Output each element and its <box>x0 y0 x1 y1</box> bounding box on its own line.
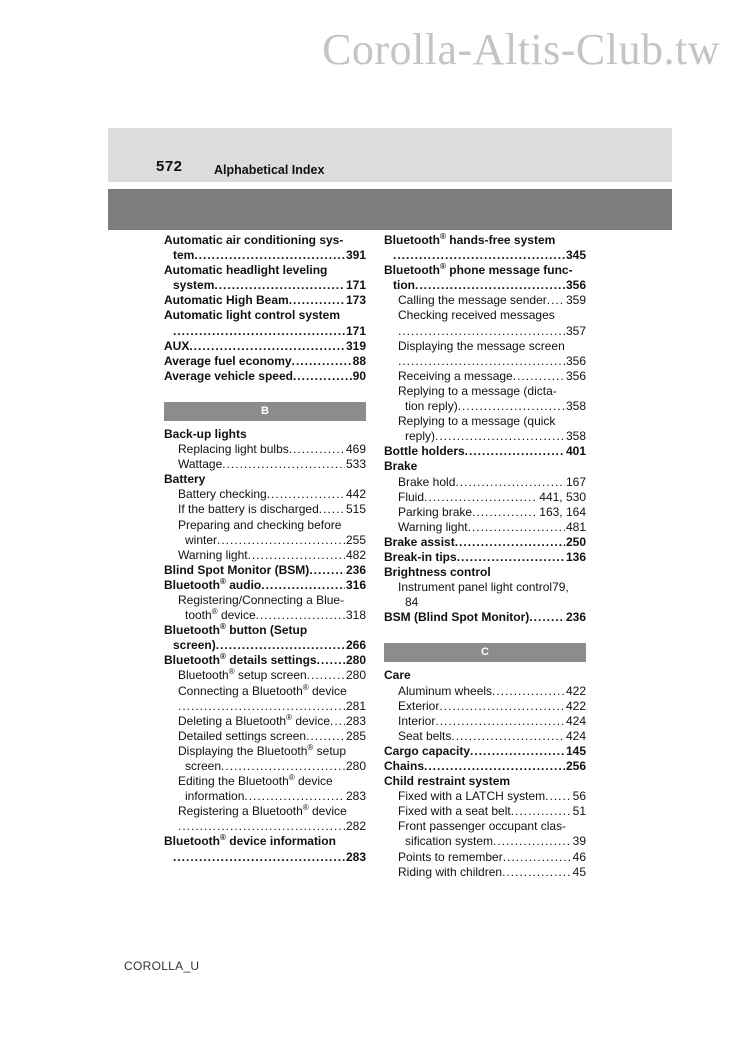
index-entry <box>164 263 366 278</box>
leader-dots <box>470 744 565 759</box>
index-entry <box>384 535 586 550</box>
index-subentry <box>384 354 586 369</box>
index-subentry <box>384 789 586 804</box>
entry-label: Bluetooth® hands-free system <box>384 233 556 247</box>
leader-dots <box>492 684 565 699</box>
index-subentry <box>164 744 366 759</box>
leader-dots <box>217 533 345 548</box>
index-entry <box>164 369 366 384</box>
section-letter-b: B <box>164 402 366 421</box>
index-subentry <box>384 324 586 339</box>
index-subentry <box>164 457 366 472</box>
leader-dots <box>309 563 345 578</box>
entry-page-number: 281 <box>345 698 366 713</box>
index-subentry <box>384 580 586 595</box>
leader-dots <box>292 354 352 369</box>
index-subentry <box>164 324 366 339</box>
entry-label: Care <box>384 668 411 683</box>
index-entry <box>384 668 586 683</box>
entry-page-number: 401 <box>565 444 586 459</box>
index-subentry <box>384 684 586 699</box>
leader-dots <box>502 865 572 880</box>
entry-label: Riding with children <box>398 864 503 879</box>
entry-label: Average fuel economy <box>164 353 292 368</box>
entry-label: Back-up lights <box>164 426 247 441</box>
entry-page-number: 356 <box>565 278 586 293</box>
leader-dots <box>317 653 345 668</box>
leader-dots <box>424 490 538 505</box>
index-subentry <box>164 804 366 819</box>
index-subentry <box>164 548 366 563</box>
index-subentry <box>384 399 586 414</box>
leader-dots <box>393 248 565 263</box>
entry-label: screen <box>185 759 222 773</box>
entry-page-number: 283 <box>345 789 366 804</box>
entry-label: Wattage <box>178 457 223 472</box>
leader-dots <box>529 610 565 625</box>
entry-label: Average vehicle speed <box>164 368 293 383</box>
section-spacer <box>384 625 586 643</box>
index-entry <box>384 459 586 474</box>
entry-label: winter <box>185 532 218 547</box>
index-entry <box>384 233 586 248</box>
entry-page-number: 266 <box>345 638 366 653</box>
index-entry <box>164 293 366 308</box>
entry-label: Brake assist <box>384 534 455 549</box>
entry-page-number: 356 <box>565 368 586 383</box>
index-subentry <box>164 684 366 699</box>
index-entry <box>164 834 366 849</box>
index-subentry <box>384 834 586 849</box>
entry-label: tem <box>173 248 195 263</box>
entry-label: Connecting a Bluetooth® device <box>178 683 347 698</box>
entry-label: Bluetooth® button (Setup <box>164 623 308 638</box>
entry-label: Replying to a message (quick <box>398 414 556 429</box>
entry-label: Brake <box>384 459 418 474</box>
entry-page-number: 441, 530 <box>539 489 586 504</box>
entry-page-number: 173 <box>345 293 366 308</box>
index-subentry <box>164 487 366 502</box>
leader-dots <box>455 535 565 550</box>
entry-label: screen) <box>173 638 216 653</box>
entry-page-number: 283 <box>345 713 366 728</box>
index-entry <box>164 578 366 593</box>
index-entry <box>164 563 366 578</box>
index-subentry <box>164 608 366 623</box>
leader-dots <box>451 729 565 744</box>
entry-label: Automatic headlight leveling <box>164 263 328 278</box>
entry-label: Bluetooth® device information <box>164 834 336 849</box>
page-number: 572 <box>156 158 183 175</box>
entry-label: Points to remember <box>398 849 503 864</box>
index-entry <box>164 653 366 668</box>
index-entry <box>384 550 586 565</box>
leader-dots <box>306 729 345 744</box>
leader-dots <box>307 668 345 683</box>
entry-page-number: 424 <box>565 728 586 743</box>
entry-label: tooth® device <box>185 608 256 623</box>
index-entry <box>164 233 366 248</box>
leader-dots <box>214 278 345 293</box>
entry-page-number: 442 <box>345 487 366 502</box>
entry-label: Registering a Bluetooth® device <box>178 804 347 819</box>
entry-label: Warning light <box>178 547 248 562</box>
entry-label: Blind Spot Monitor (BSM) <box>164 562 310 577</box>
entry-label: reply) <box>405 429 436 444</box>
entry-label: Registering/Connecting a Blue- <box>178 592 345 607</box>
entry-label: Bluetooth® details settings <box>164 653 317 668</box>
index-subentry <box>164 638 366 653</box>
entry-label: Warning light <box>398 519 468 534</box>
entry-page-number: 171 <box>345 323 366 338</box>
entry-page-number: 422 <box>565 698 586 713</box>
entry-label: Exterior <box>398 698 440 713</box>
leader-dots <box>398 354 565 369</box>
entry-label: Fluid <box>398 489 425 504</box>
entry-page-number: 481 <box>565 519 586 534</box>
index-subentry <box>384 520 586 535</box>
leader-dots <box>289 293 345 308</box>
entry-label: Replying to a message (dicta- <box>398 383 557 398</box>
entry-label: Brightness control <box>384 565 491 580</box>
entry-label: Break-in tips <box>384 549 457 564</box>
index-subentry <box>164 248 366 263</box>
leader-dots <box>222 457 345 472</box>
entry-page-number: 424 <box>565 713 586 728</box>
index-subentry <box>384 414 586 429</box>
leader-dots <box>216 638 345 653</box>
entry-label: Battery checking <box>178 487 267 502</box>
entry-page-number: 533 <box>345 457 366 472</box>
entry-label: Interior <box>398 713 436 728</box>
entry-label: Parking brake <box>398 504 473 519</box>
entry-page-number: 280 <box>345 668 366 683</box>
entry-label: Calling the message sender <box>398 293 547 308</box>
entry-label: Displaying the Bluetooth® setup <box>178 743 347 758</box>
index-subentry <box>384 384 586 399</box>
index-entry <box>164 623 366 638</box>
entry-label: Bottle holders <box>384 444 465 459</box>
entry-label: Detailed settings screen <box>178 728 307 743</box>
entry-label: Displaying the message screen <box>398 338 565 353</box>
index-column-left <box>164 233 366 865</box>
leader-dots <box>178 819 345 834</box>
index-subentry <box>384 248 586 263</box>
entry-page-number: 280 <box>345 759 366 773</box>
leader-dots <box>465 444 565 459</box>
entry-label: Bluetooth® setup screen <box>178 668 307 683</box>
entry-label: Front passenger occupant clas- <box>398 819 567 834</box>
index-entry <box>164 354 366 369</box>
leader-dots <box>513 369 565 384</box>
entry-page-number: 256 <box>565 759 586 773</box>
entry-label: Automatic High Beam <box>164 293 289 308</box>
index-subentry <box>164 850 366 865</box>
index-subentry <box>164 442 366 457</box>
leader-dots <box>289 442 345 457</box>
entry-page-number: 56 <box>572 789 586 804</box>
entry-page-number: 39 <box>572 834 586 849</box>
entry-label: 84 <box>405 595 419 610</box>
index-subentry <box>384 339 586 354</box>
index-subentry <box>164 789 366 804</box>
entry-page-number: 345 <box>565 248 586 263</box>
entry-label: Instrument panel light control79, <box>398 580 569 595</box>
entry-page-number: 515 <box>345 502 366 517</box>
leader-dots <box>545 789 571 804</box>
entry-label: sification system <box>405 834 494 849</box>
entry-label: Cargo capacity <box>384 743 471 758</box>
entry-label: information <box>185 789 245 804</box>
leader-dots <box>261 578 345 593</box>
index-subentry <box>164 759 366 774</box>
leader-dots <box>435 714 565 729</box>
page-title: Alphabetical Index <box>214 163 325 177</box>
entry-label: Bluetooth® audio <box>164 577 262 592</box>
leader-dots <box>194 248 345 263</box>
index-entry <box>384 444 586 459</box>
entry-page-number: 236 <box>345 562 366 577</box>
entry-label: tion reply) <box>405 399 458 414</box>
entry-label: system <box>173 278 215 293</box>
leader-dots <box>244 789 345 804</box>
entry-label: Automatic light control system <box>164 308 341 323</box>
index-entry <box>384 744 586 759</box>
index-subentry <box>384 804 586 819</box>
entry-label: Seat belts <box>398 728 452 743</box>
index-column-right <box>384 233 586 880</box>
entry-page-number: 357 <box>565 323 586 338</box>
index-subentry <box>384 699 586 714</box>
index-entry <box>384 759 586 774</box>
entry-page-number: 283 <box>345 849 366 864</box>
entry-page-number: 285 <box>345 728 366 743</box>
leader-dots <box>330 714 345 729</box>
entry-label: Fixed with a LATCH system <box>398 789 546 804</box>
entry-label: Preparing and checking before <box>178 517 342 532</box>
leader-dots <box>424 759 565 774</box>
entry-label: Replacing light bulbs <box>178 442 289 457</box>
leader-dots <box>493 834 572 849</box>
entry-page-number: 250 <box>565 534 586 549</box>
entry-label: Battery <box>164 472 206 487</box>
index-entry <box>164 339 366 354</box>
entry-label: tion <box>393 278 415 293</box>
entry-page-number: 391 <box>345 248 366 263</box>
entry-label: Receiving a message <box>398 368 513 383</box>
index-subentry <box>384 369 586 384</box>
entry-page-number: 45 <box>572 864 586 879</box>
index-subentry <box>164 729 366 744</box>
index-subentry <box>164 533 366 548</box>
entry-page-number: 359 <box>565 293 586 308</box>
leader-dots <box>457 550 565 565</box>
section-letter-c: C <box>384 643 586 662</box>
entry-label: Brake hold <box>398 474 456 489</box>
entry-page-number: 136 <box>565 549 586 564</box>
index-entry <box>384 263 586 278</box>
index-entry <box>384 774 586 789</box>
leader-dots <box>458 399 565 414</box>
index-subentry <box>384 850 586 865</box>
index-subentry <box>384 308 586 323</box>
index-subentry <box>164 278 366 293</box>
leader-dots <box>455 475 565 490</box>
entry-label: BSM (Blind Spot Monitor) <box>384 610 530 625</box>
entry-label: Checking received messages <box>398 308 555 323</box>
index-subentry <box>384 505 586 520</box>
leader-dots <box>547 293 565 308</box>
entry-page-number: 356 <box>565 353 586 368</box>
index-entry <box>164 427 366 442</box>
entry-label: Bluetooth® phone message func- <box>384 263 573 278</box>
leader-dots <box>256 608 345 623</box>
index-subentry <box>384 595 586 610</box>
leader-dots <box>173 324 345 339</box>
entry-page-number: 422 <box>565 683 586 698</box>
index-subentry <box>164 714 366 729</box>
page-header <box>108 128 672 182</box>
index-entry <box>164 472 366 487</box>
index-entry <box>384 610 586 625</box>
index-subentry <box>384 819 586 834</box>
entry-page-number: 469 <box>345 442 366 457</box>
entry-label: Editing the Bluetooth® device <box>178 774 333 789</box>
entry-label: Chains <box>384 759 425 773</box>
entry-page-number: 482 <box>345 547 366 562</box>
entry-page-number: 163, 164 <box>539 504 586 519</box>
entry-page-number: 90 <box>352 368 366 383</box>
index-subentry <box>384 490 586 505</box>
index-subentry <box>384 865 586 880</box>
index-subentry <box>384 429 586 444</box>
leader-dots <box>511 804 572 819</box>
leader-dots <box>248 548 345 563</box>
entry-page-number: 46 <box>572 849 586 864</box>
index-subentry <box>164 699 366 714</box>
leader-dots <box>503 850 572 865</box>
leader-dots <box>319 502 345 517</box>
entry-page-number: 145 <box>565 743 586 758</box>
leader-dots <box>173 850 345 865</box>
watermark: Corolla-Altis-Club.tw <box>322 25 720 74</box>
entry-label: AUX <box>164 338 190 353</box>
index-entry <box>384 565 586 580</box>
leader-dots <box>398 324 565 339</box>
leader-dots <box>415 278 565 293</box>
leader-dots <box>439 699 565 714</box>
index-subentry <box>164 593 366 608</box>
entry-page-number: 88 <box>352 353 366 368</box>
leader-dots <box>267 487 345 502</box>
entry-label: If the battery is discharged <box>178 502 319 517</box>
entry-label: Deleting a Bluetooth® device <box>178 713 331 728</box>
leader-dots <box>221 759 345 774</box>
entry-page-number: 280 <box>345 653 366 668</box>
entry-page-number: 282 <box>345 819 366 834</box>
entry-label: Fixed with a seat belt <box>398 804 511 819</box>
footer-model-code: COROLLA_U <box>124 959 200 973</box>
leader-dots <box>468 520 565 535</box>
entry-page-number: 316 <box>345 577 366 592</box>
entry-label: Automatic air conditioning sys- <box>164 233 344 247</box>
section-spacer <box>164 384 366 402</box>
index-subentry <box>384 293 586 308</box>
entry-page-number: 358 <box>565 399 586 414</box>
header-band <box>108 189 672 230</box>
index-subentry <box>164 518 366 533</box>
index-subentry <box>164 774 366 789</box>
entry-page-number: 358 <box>565 429 586 444</box>
index-subentry <box>384 278 586 293</box>
index-subentry <box>164 819 366 834</box>
entry-page-number: 236 <box>565 610 586 625</box>
entry-page-number: 319 <box>345 338 366 353</box>
entry-page-number: 318 <box>345 608 366 623</box>
leader-dots <box>189 339 345 354</box>
leader-dots <box>472 505 538 520</box>
index-subentry <box>164 668 366 683</box>
leader-dots <box>178 699 345 714</box>
entry-page-number: 255 <box>345 532 366 547</box>
leader-dots <box>435 429 565 444</box>
leader-dots <box>293 369 352 384</box>
entry-label: Child restraint system <box>384 774 511 789</box>
index-subentry <box>384 714 586 729</box>
entry-page-number: 51 <box>572 804 586 819</box>
index-subentry <box>384 475 586 490</box>
entry-page-number: 171 <box>345 278 366 293</box>
entry-page-number: 167 <box>565 474 586 489</box>
index-entry <box>164 308 366 323</box>
entry-label: Aluminum wheels <box>398 683 493 698</box>
index-subentry <box>164 502 366 517</box>
index-subentry <box>384 729 586 744</box>
